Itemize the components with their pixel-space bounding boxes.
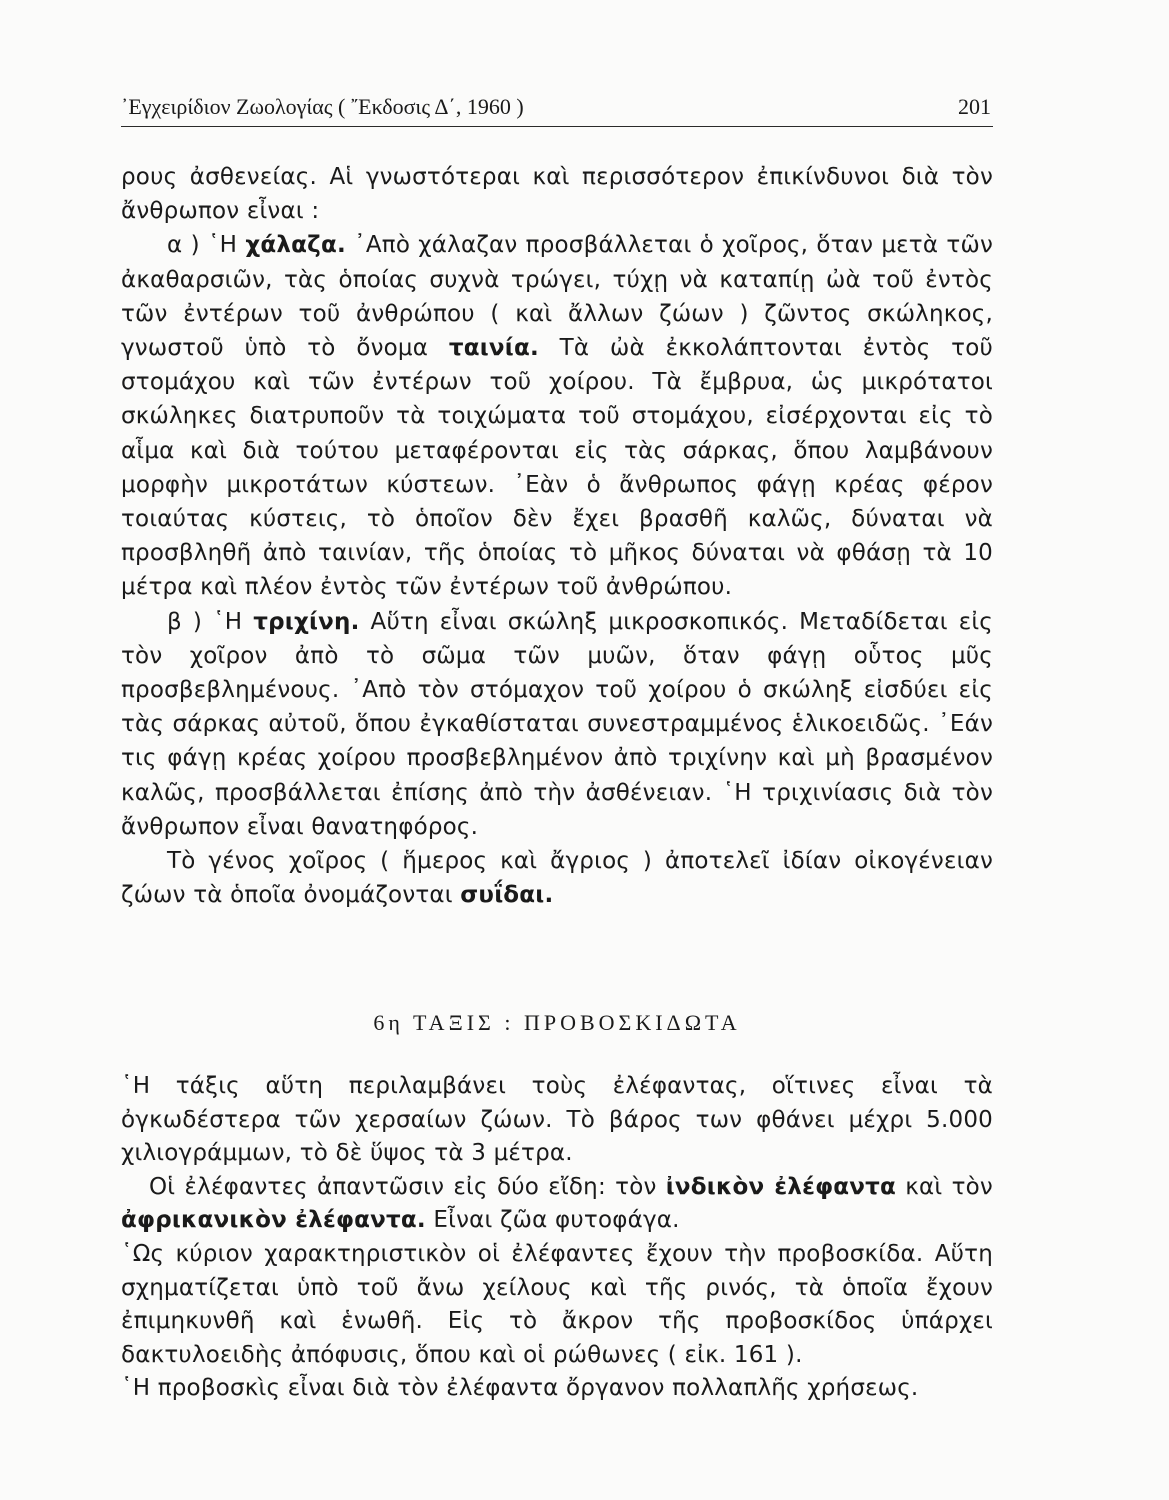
term-tainia: ταινία. — [448, 335, 539, 362]
chalaza-text: ᾿Απὸ χάλαζαν προσβάλλεται ὁ χοῖρος, ὅταν μετὰ τῶν ἀκαθαρσιῶν, τὰς ὁποίας συχνὰ τρώγει, τύχῃ νὰ καταπίῃ ὠὰ τοῦ ἐντὸς τῶν ἐντέρων τοῦ ἀνθρώπου ( καὶ ἄλλων ζώων ) ζῶντος σκώληκος, γνωστοῦ ὑπὸ τὸ ὄνομα — [121, 232, 993, 362]
book-title: ᾿Εγχειρίδιον Ζωολογίας ( ῎Εκδοσις Δ΄, 1960 ) — [121, 94, 524, 119]
order-text: ῾Η τάξις αὕτη περιλαμβάνει τοὺς ἐλέφαντας, οἵτινες εἶναι τὰ ὀγκωδέστερα τῶν χερσαίων ζώων. Τὸ βάρος των φθάνει μέχρι 5.000 χιλιογράμμων, τὸ δὲ ὕψος τὰ 3 μέτρα. — [121, 1073, 993, 1167]
paragraph-intro — [121, 160, 993, 228]
paragraph-order — [121, 1070, 993, 1171]
species-rest: Εἶναι ζῶα φυτοφάγα. — [425, 1207, 680, 1234]
term-chalaza: χάλαζα. — [245, 232, 346, 259]
term-suidae: συΐδαι. — [460, 882, 554, 909]
paragraph-trichini — [121, 605, 993, 844]
page-number: 201 — [958, 94, 991, 119]
trunk-use-text: ῾Η προβοσκὶς εἶναι διὰ τὸν ἐλέφαντα ὄργανον πολλαπλῆς χρήσεως. — [121, 1375, 919, 1402]
term-trichini: τριχίνη. — [253, 608, 360, 635]
intro-text: ρους ἀσθενείας. Αἱ γνωστότεραι καὶ περισσότερον ἐπικίνδυνοι διὰ τὸν ἄνθρωπον εἶναι : — [121, 164, 993, 225]
trunk-text: ῾Ως κύριον χαρακτηριστικὸν οἱ ἐλέφαντες ἔχουν τὴν προβοσκίδα. Αὕτη σχηματίζεται ὑπὸ τοῦ ἄνω χείλους καὶ τῆς ρινός, τὰ ὁποῖα ἔχουν ἐπιμηκυνθῆ καὶ ἑνωθῆ. Εἰς τὸ ἄκρον τῆς προβοσκίδος ὑπάρχει δακτυλοειδὴς ἀπόφυσις, ὅπου καὶ οἱ ρώθωνες ( εἰκ. 161 ). — [121, 1240, 993, 1368]
paragraph-trunk — [121, 1238, 993, 1372]
paragraph-species — [121, 1171, 993, 1238]
species-mid: καὶ τὸν — [896, 1173, 993, 1200]
species-text: Οἱ ἐλέφαντες ἀπαντῶσιν εἰς δύο εἴδη: τὸν — [149, 1173, 666, 1200]
suidae-text: Τὸ γένος χοῖρος ( ἥμερος καὶ ἄγριος ) ἀποτελεῖ ἰδίαν οἰκογένειαν ζώων τὰ ὁποῖα ὀνομάζονται — [121, 848, 993, 909]
paragraph-chalaza — [121, 228, 993, 604]
term-indian-elephant: ἰνδικὸν ἐλέφαντα — [665, 1173, 897, 1200]
section-heading: 6η ΤΑΞΙΣ : ΠΡΟΒΟΣΚΙΔΩΤΑ — [373, 1010, 741, 1035]
chalaza-text-cont: Τὰ ὠὰ ἐκκολάπτονται ἐντὸς τοῦ στομάχου καὶ τῶν ἐντέρων τοῦ χοίρου. Τὰ ἔμβρυα, ὡς μικρότατοι σκώληκες διατρυποῦν τὰ τοιχώματα τοῦ στομάχου, εἰσέρχονται εἰς τὸ αἷμα καὶ διὰ τούτου μεταφέρονται εἰς τὰς σάρκας, ὅπου λαμβάνουν μορφὴν μικροτάτων κύστεων. ᾿Εὰν ὁ ἄνθρωπος φάγῃ κρέας φέρον τοιαύτας κύστεις, τὸ ὁποῖον δὲν ἔχει βρασθῆ καλῶς, δύναται νὰ προσβληθῆ ἀπὸ ταινίαν, τῆς ὁποίας τὸ μῆκος δύναται νὰ φθάσῃ τὰ 10 μέτρα καὶ πλέον ἐντὸς τῶν ἐντέρων τοῦ ἀνθρώπου. — [121, 335, 994, 601]
paragraph-trunk-use — [121, 1372, 993, 1406]
item-a-lead: α ) ῾Η — [167, 232, 246, 259]
paragraph-suidae — [121, 844, 993, 912]
proboscidea-text — [121, 1070, 993, 1406]
trichini-text: Αὕτη εἶναι σκώληξ μικροσκοπικός. Μεταδίδεται εἰς τὸν χοῖρον ἀπὸ τὸ σῶμα τῶν μυῶν, ὅταν φάγῃ οὗτος μῦς προσβεβλημένους. ᾿Απὸ τὸν στόμαχον τοῦ χοίρου ὁ σκώληξ εἰσδύει εἰς τὰς σάρκας αὐτοῦ, ὅπου ἐγκαθίσταται συνεστραμμένος ἑλικοειδῶς. ᾿Εάν τις φάγῃ κρέας χοίρου προσβεβλημένον ἀπὸ τριχίνην καὶ μὴ βρασμένον καλῶς, προσβάλλεται ἐπίσης ἀπὸ τὴν ἀσθένειαν. ῾Η τριχινίασις διὰ τὸν ἄνθρωπον εἶναι θανατηφόρος. — [121, 608, 994, 840]
main-text — [121, 160, 993, 912]
term-african-elephant: ἀφρικανικὸν ἐλέφαντα. — [121, 1207, 426, 1234]
item-b-lead: β ) ῾Η — [167, 608, 254, 635]
running-header — [121, 88, 993, 127]
